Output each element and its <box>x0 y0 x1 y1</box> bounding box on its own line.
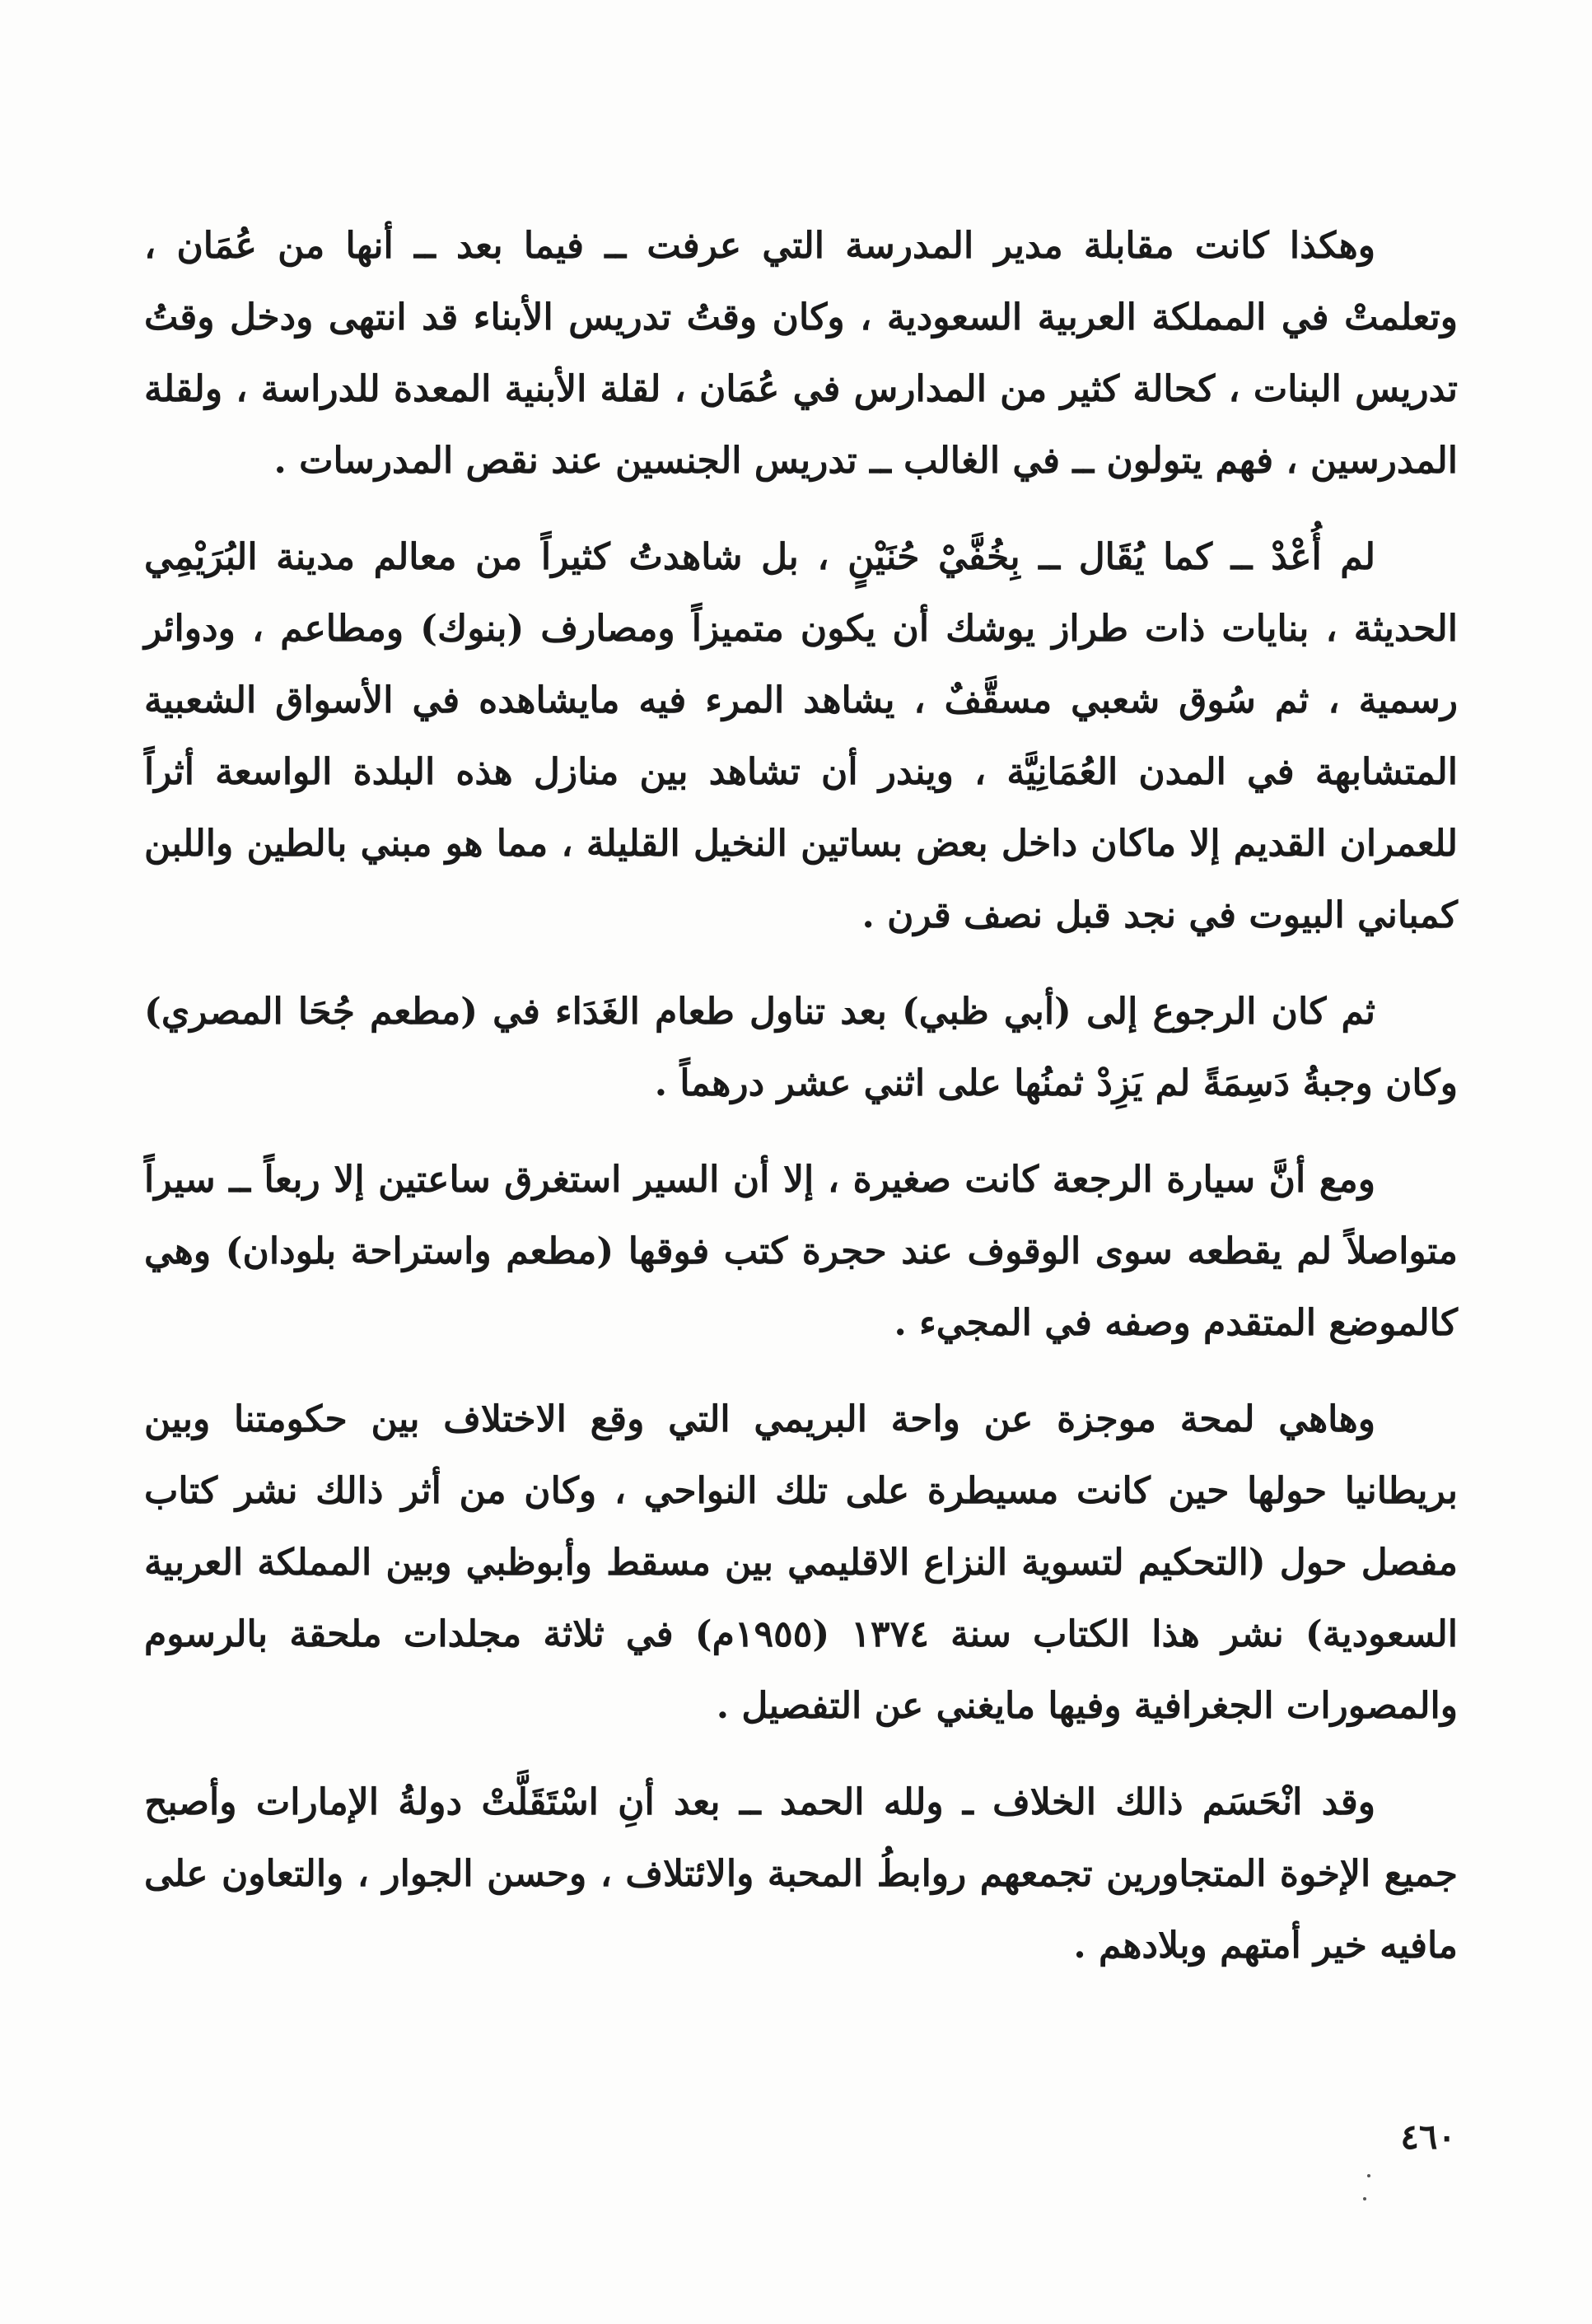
paragraph-5: وهاهي لمحة موجزة عن واحة البريمي التي وقع الاختلاف بين حكومتنا وبين بريطانيا حولها حين كانت مسيطرة على تلك النواحي ، وكان من أثر ذالك نشر كتاب مفصل حول (التحكيم لتسوية النزاع الاقليمي بين مسقط وأبوظبي وبين المملكة العربية السعودية) نشر هذا الكتاب سنة ١٣٧٤ (١٩٥٥م) في ثلاثة مجلدات ملحقة بالرسوم والمصورات الجغرافية وفيها مايغني عن التفصيل . <box>144 1398 1459 1727</box>
paragraph-2: لم أُعْدْ ــ كما يُقَال ــ بِخُفَّيْ حُنَيْنٍ ، بل شاهدتُ كثيراً من معالم مدينة البُرَيْمِي الحديثة ، بنايات ذات طراز يوشك أن يكون متميزاً ومصارف (بنوك) ومطاعم ، ودوائر رسمية ، ثم سُوق شعبي مسقَّفٌ ، يشاهد المرء فيه مايشاهده في الأسواق الشعبية المتشابهة في المدن العُمَانِيَّة ، ويندر أن تشاهد بين منازل هذه البلدة الواسعة أثراً للعمران القديم إلا ماكان داخل بعض بساتين النخيل القليلة ، مما هو مبني بالطين واللبن كمباني البيوت في نجد قبل نصف قرن . <box>144 536 1458 936</box>
paragraph-1: وهكذا كانت مقابلة مدير المدرسة التي عرفت ــ فيما بعد ــ أنها من عُمَان ، وتعلمتْ في المملكة العربية السعودية ، وكان وقتُ تدريس الأبناء قد انتهى ودخل وقتُ تدريس البنات ، كحالة كثير من المدارس في عُمَان ، لقلة الأبنية المعدة للدراسة ، ولقلة المدرسين ، فهم يتولون ــ في الغالب ــ تدريس الجنسين عند نقص المدرسات . <box>144 225 1458 482</box>
paragraph-6: وقد انْحَسَم ذالك الخلاف ـ ولله الحمد ــ بعد أنِ اسْتَقَلَّتْ دولةُ الإمارات وأصبح جميع الإخوة المتجاورين تجمعهم روابطُ المحبة والائتلاف ، وحسن الجوار ، والتعاون على مافيه خير أمتهم وبلادهم . <box>144 1781 1458 1967</box>
scan-speck <box>1367 2174 1370 2177</box>
paragraph-3: ثم كان الرجوع إلى (أبي ظبي) بعد تناول طعام الغَدَاء في (مطعم جُحَا المصري) وكان وجبةُ دَسِمَةً لم يَزِدْ ثمنُها على اثني عشر درهماً . <box>144 991 1458 1104</box>
scan-speck <box>1363 2197 1366 2200</box>
page-number: ٤٦٠ <box>1400 2116 1456 2157</box>
body-text <box>144 210 1458 1981</box>
paragraph-4: ومع أنَّ سيارة الرجعة كانت صغيرة ، إلا أن السير استغرق ساعتين إلا ربعاً ــ سيراً متواصلاً لم يقطعه سوى الوقوف عند حجرة كتب فوقها (مطعم واستراحة بلودان) وهي كالموضع المتقدم وصفه في المجيء . <box>144 1159 1458 1344</box>
